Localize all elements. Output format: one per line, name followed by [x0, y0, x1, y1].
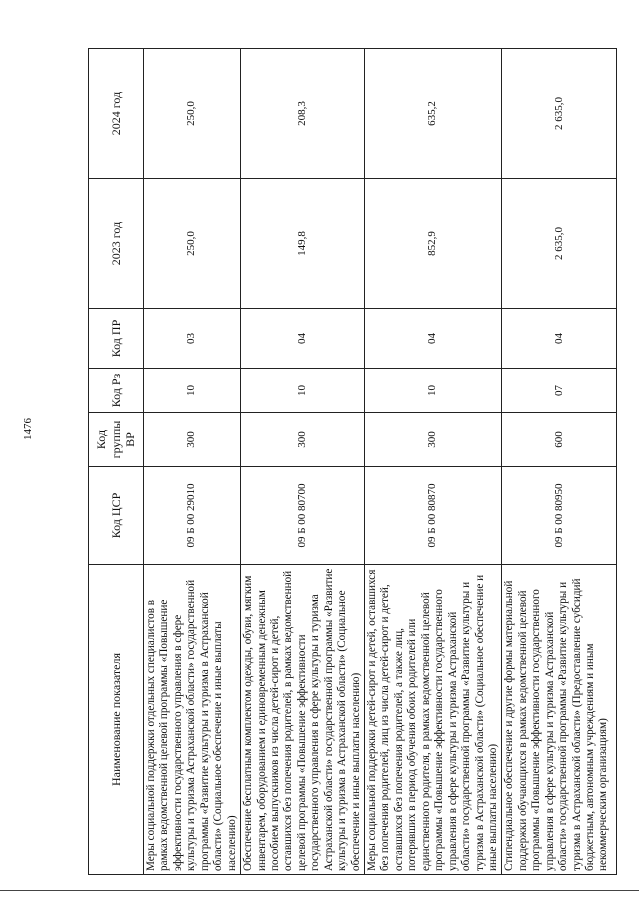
cell-2024: 635,2 — [365, 49, 502, 179]
header-2024: 2024 год — [89, 49, 144, 179]
header-name: Наименование показателя — [89, 565, 144, 875]
table-header-row — [89, 49, 144, 875]
cell-vr: 300 — [365, 413, 502, 467]
table-row — [144, 49, 241, 875]
cell-pr: 04 — [365, 309, 502, 369]
cell-name: Меры социальной поддержки детей-сирот и детей, оставшихся без попечения родителей, лиц из числа детей-сирот и детей, оставшихся без попечения родителей, а также лиц, потерявших в период обучения обоих родителей или единственного родителя, в рамках ведомственной целевой программы «Повышение эффективности государственного управления в сфере культуры и туризма Астраханской области» государственной программы «Развитие культуры и туризма в Астраханской области» (Социальное обеспечение и иные выплаты населению) — [365, 565, 502, 875]
rotated-page-content — [88, 49, 610, 875]
cell-name: Обеспечение бесплатным комплектом одежды, обуви, мягким инвентарем, оборудованием и единовременным денежным пособием выпускников из числа детей-сирот и детей, оставшихся без попечения родителей, в рамках ведомственной целевой программы «Повышение эффективности государственного управления в сфере культуры и туризма Астраханской области» государственной программы «Развитие культуры и туризма в Астраханской области» (Социальное обеспечение и иные выплаты населению) — [241, 565, 365, 875]
header-pr: Код ПР — [89, 309, 144, 369]
cell-pr: 03 — [144, 309, 241, 369]
cell-pr: 04 — [502, 309, 617, 369]
cell-2024: 2 635,0 — [502, 49, 617, 179]
header-vr: Код группы ВР — [89, 413, 144, 467]
cell-2023: 149,8 — [241, 179, 365, 309]
cell-name: Стипендиальное обеспечение и другие формы материальной поддержки обучающихся в рамках ведомственной целевой программы «Повышение эффективности государственного управления в сфере культуры и туризма Астраханской области» государственной программы «Развитие культуры и туризма в Астраханской области» (Предоставление субсидий бюджетным, автономным учреждениям и иным некоммерческим организациям) — [502, 565, 617, 875]
cell-vr: 300 — [241, 413, 365, 467]
page-number: 1476 — [22, 418, 34, 440]
cell-2024: 250,0 — [144, 49, 241, 179]
table-row — [241, 49, 365, 875]
cell-pr: 04 — [241, 309, 365, 369]
cell-vr: 300 — [144, 413, 241, 467]
cell-csr: 09 Б 00 80870 — [365, 467, 502, 565]
header-csr: Код ЦСР — [89, 467, 144, 565]
cell-2023: 852,9 — [365, 179, 502, 309]
header-2023: 2023 год — [89, 179, 144, 309]
cell-csr: 09 Б 00 80700 — [241, 467, 365, 565]
cell-csr: 09 Б 00 29010 — [144, 467, 241, 565]
cell-2023: 2 635,0 — [502, 179, 617, 309]
cell-2023: 250,0 — [144, 179, 241, 309]
header-rz: Код Рз — [89, 369, 144, 413]
cell-vr: 600 — [502, 413, 617, 467]
budget-table — [88, 48, 617, 875]
bottom-rule — [0, 890, 639, 891]
table-row — [502, 49, 617, 875]
table-row — [365, 49, 502, 875]
cell-name: Меры социальной поддержки отдельных специалистов в рамках ведомственной целевой программы «Повышение эффективности государственного управления в сфере культуры и туризма Астраханской области» государственной программы «Развитие культуры и туризма в Астраханской области» (Социальное обеспечение и иные выплаты населению) — [144, 565, 241, 875]
cell-csr: 09 Б 00 80950 — [502, 467, 617, 565]
cell-rz: 10 — [365, 369, 502, 413]
cell-rz: 07 — [502, 369, 617, 413]
cell-rz: 10 — [241, 369, 365, 413]
cell-rz: 10 — [144, 369, 241, 413]
cell-2024: 208,3 — [241, 49, 365, 179]
